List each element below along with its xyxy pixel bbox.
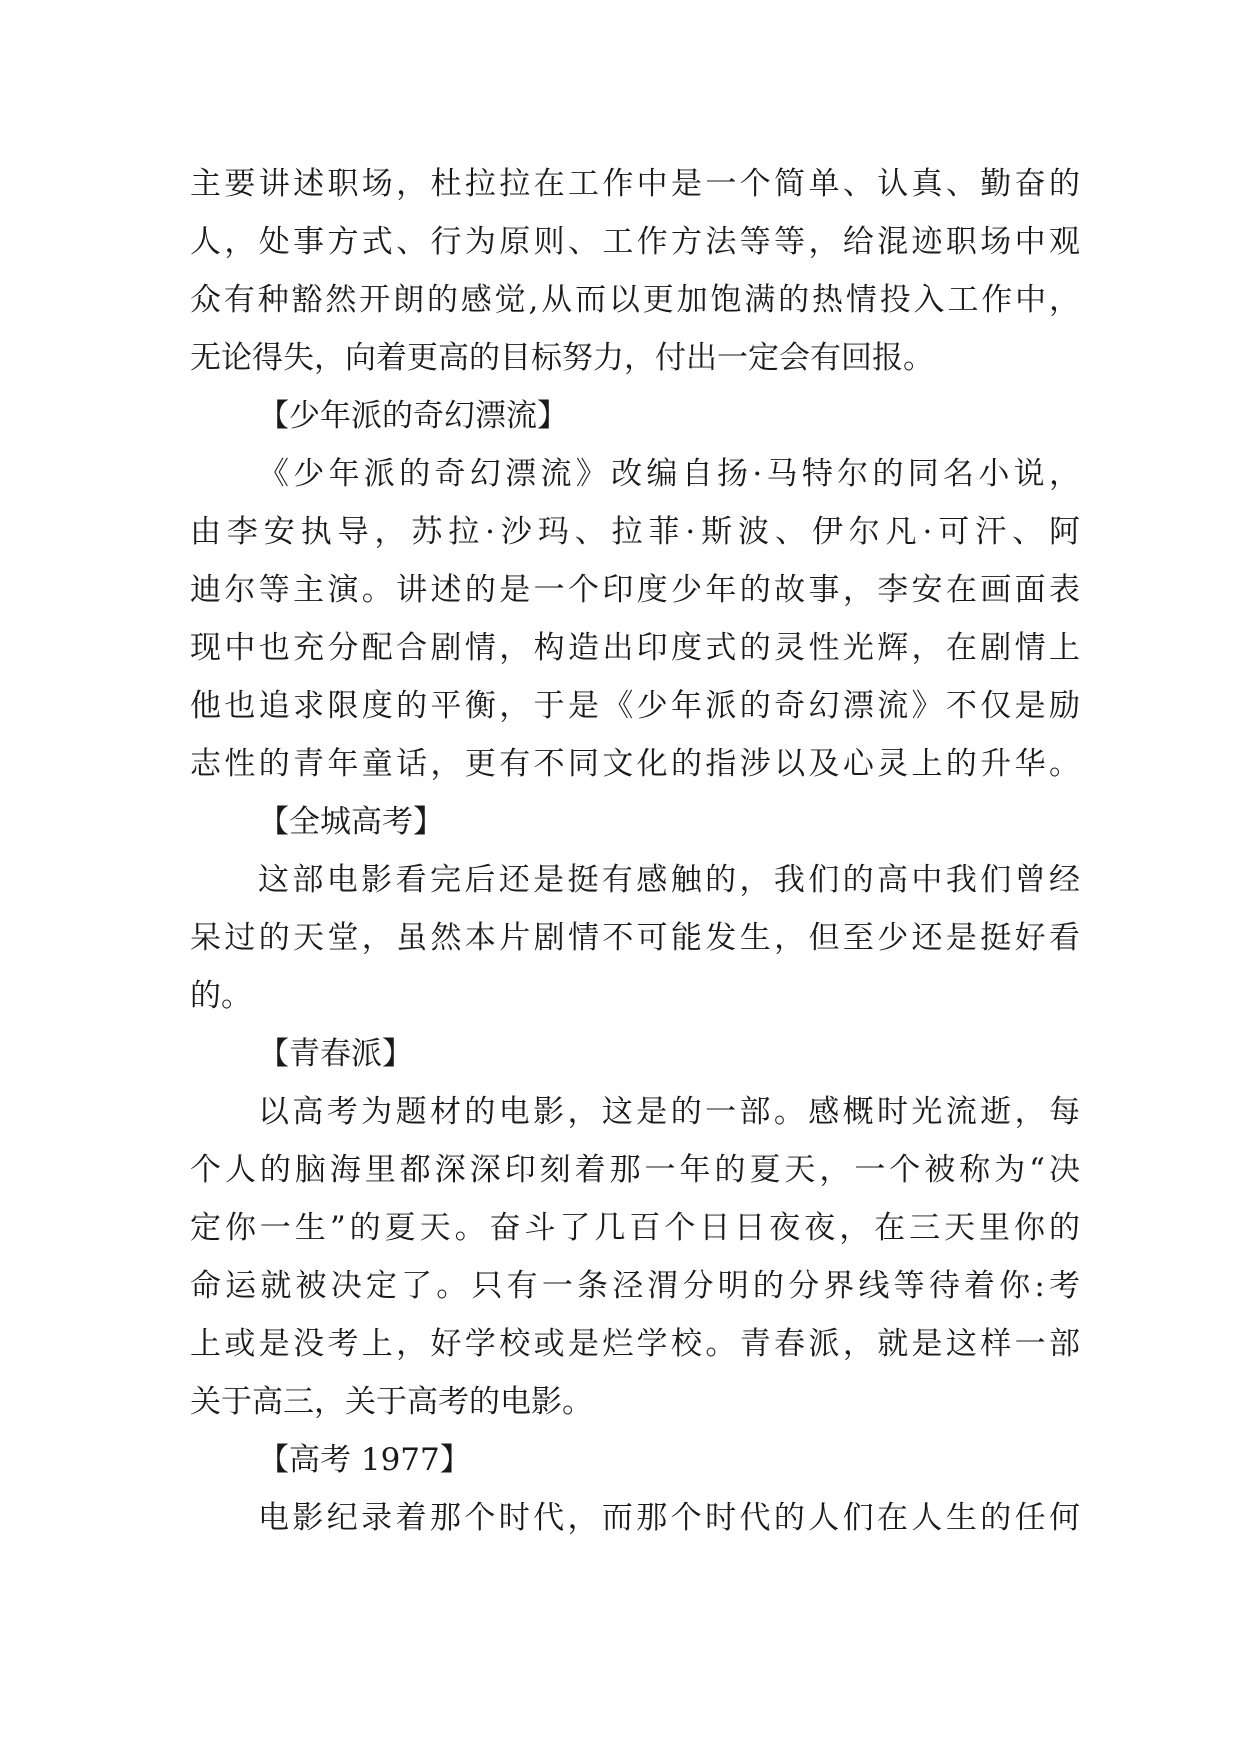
text-line: 上或是没考上，好学校或是烂学校。青春派，就是这样一部 <box>190 1326 1080 1362</box>
text-line: 人，处事方式、行为原则、工作方法等等，给混迹职场中观 <box>190 224 1080 260</box>
text-line: 现中也充分配合剧情，构造出印度式的灵性光辉，在剧情上 <box>190 630 1080 666</box>
text-line: 众有种豁然开朗的感觉,从而以更加饱满的热情投入工作中， <box>190 282 1080 318</box>
section-heading: 【青春派】 <box>258 1036 413 1072</box>
text-line: 他也追求限度的平衡，于是《少年派的奇幻漂流》不仅是励 <box>190 688 1080 724</box>
text-line: 主要讲述职场，杜拉拉在工作中是一个简单、认真、勤奋的 <box>190 166 1080 202</box>
text-line: 呆过的天堂，虽然本片剧情不可能发生，但至少还是挺好看 <box>190 920 1080 956</box>
section-heading: 【高考 1977】 <box>258 1442 471 1478</box>
text-line: 无论得失，向着更高的目标努力，付出一定会有回报。 <box>190 340 934 376</box>
text-line: 的。 <box>190 978 252 1014</box>
section-heading: 【全城高考】 <box>258 804 444 840</box>
section-heading: 【少年派的奇幻漂流】 <box>258 398 568 434</box>
text-line: 电影纪录着那个时代，而那个时代的人们在人生的任何 <box>258 1500 1080 1536</box>
text-line: 迪尔等主演。讲述的是一个印度少年的故事，李安在画面表 <box>190 572 1080 608</box>
text-line: 由李安执导，苏拉·沙玛、拉菲·斯波、伊尔凡·可汗、阿 <box>190 514 1080 550</box>
text-line: 《少年派的奇幻漂流》改编自扬·马特尔的同名小说， <box>258 456 1080 492</box>
text-line: 个人的脑海里都深深印刻着那一年的夏天，一个被称为“决 <box>190 1152 1080 1188</box>
text-line: 这部电影看完后还是挺有感触的，我们的高中我们曾经 <box>258 862 1080 898</box>
text-line: 以高考为题材的电影，这是的一部。感概时光流逝，每 <box>258 1094 1080 1130</box>
text-line: 关于高三，关于高考的电影。 <box>190 1384 593 1420</box>
text-line: 定你一生”的夏天。奋斗了几百个日日夜夜，在三天里你的 <box>190 1210 1080 1246</box>
text-line: 志性的青年童话，更有不同文化的指涉以及心灵上的升华。 <box>190 746 1080 782</box>
text-line: 命运就被决定了。只有一条泾渭分明的分界线等待着你:考 <box>190 1268 1080 1304</box>
